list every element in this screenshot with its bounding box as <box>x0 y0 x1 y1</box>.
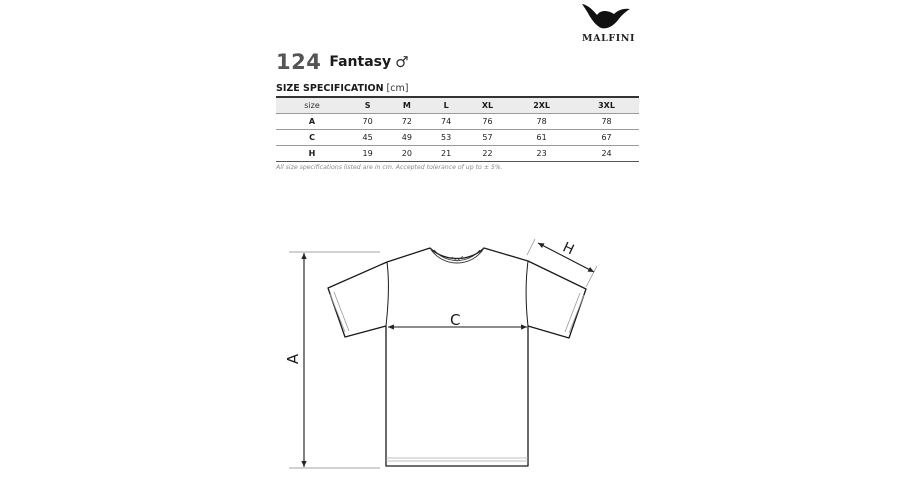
table-cell: 74 <box>427 114 466 130</box>
dimension-label-h: H <box>560 239 577 259</box>
product-code: 124 <box>276 50 322 74</box>
row-label: H <box>276 146 348 162</box>
column-header: 3XL <box>574 97 639 114</box>
table-cell: 76 <box>466 114 509 130</box>
column-header: 2XL <box>509 97 574 114</box>
table-cell: 72 <box>387 114 426 130</box>
column-header: XL <box>466 97 509 114</box>
column-header: L <box>427 97 466 114</box>
table-cell: 24 <box>574 146 639 162</box>
table-cell: 78 <box>509 114 574 130</box>
table-cell: 45 <box>348 130 387 146</box>
size-spec-heading: SIZE SPECIFICATION <box>276 83 384 94</box>
dimension-label-a: A <box>284 353 303 365</box>
tshirt-outline <box>328 248 586 466</box>
row-label: A <box>276 114 348 130</box>
table-cell: 78 <box>574 114 639 130</box>
table-cell: 20 <box>387 146 426 162</box>
table-cell: 21 <box>427 146 466 162</box>
table-cell: 57 <box>466 130 509 146</box>
table-cell: 70 <box>348 114 387 130</box>
table-cell: 22 <box>466 146 509 162</box>
table-cell: 49 <box>387 130 426 146</box>
table-cell: 67 <box>574 130 639 146</box>
row-label: C <box>276 130 348 146</box>
product-name: Fantasy <box>329 54 392 70</box>
brand-name: MALFINI <box>582 33 636 44</box>
table-cell: 61 <box>509 130 574 146</box>
table-cell: 53 <box>427 130 466 146</box>
column-header: size <box>276 97 348 114</box>
sleeve-guide-top <box>527 239 535 255</box>
dimension-label-c: C <box>450 311 461 329</box>
tolerance-note: All size specifications listed are in cm. Accepted tolerance of up to ± 5%. <box>276 164 503 171</box>
column-header: M <box>387 97 426 114</box>
size-spec-unit: [cm] <box>386 83 409 94</box>
column-header: S <box>348 97 387 114</box>
male-symbol-icon: ♂ <box>395 53 409 71</box>
table-cell: 19 <box>348 146 387 162</box>
table-cell: 23 <box>509 146 574 162</box>
